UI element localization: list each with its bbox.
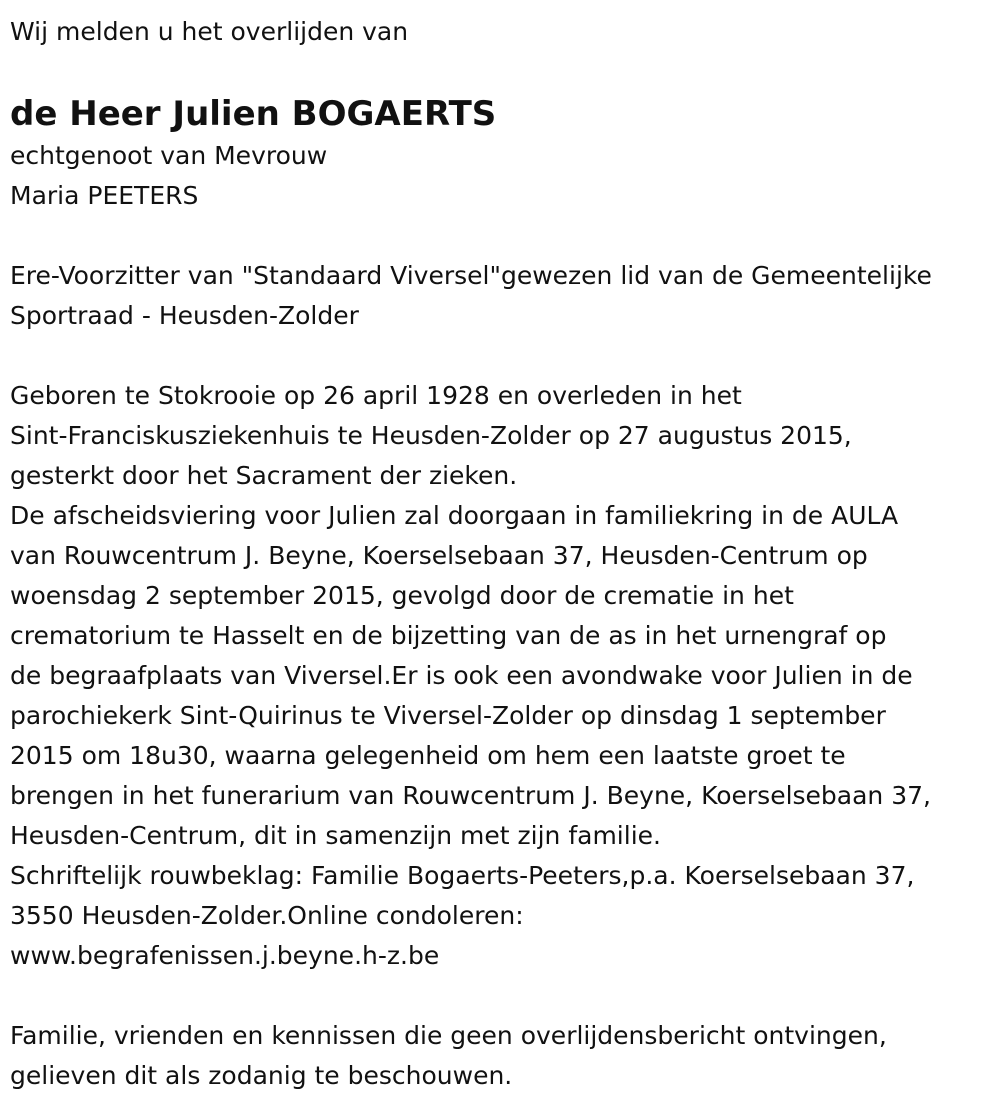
condolence-url: www.begrafenissen.j.beyne.h-z.be — [10, 941, 440, 970]
details-line: 3550 Heusden-Zolder.Online condoleren: — [10, 901, 524, 930]
details-line: van Rouwcentrum J. Beyne, Koerselsebaan 37, Heusden-Centrum op — [10, 541, 868, 570]
closing-line: gelieven dit als zodanig te beschouwen. — [10, 1061, 513, 1090]
intro-text: Wij melden u het overlijden van — [10, 17, 409, 46]
details-line: Heusden-Centrum, dit in samenzijn met zijn familie. — [10, 821, 661, 850]
details-line: gesterkt door het Sacrament der zieken. — [10, 461, 518, 490]
role-block — [10, 256, 990, 336]
closing-line: Familie, vrienden en kennissen die geen overlijdensbericht ontvingen, — [10, 1021, 887, 1050]
details-line: Sint-Franciskusziekenhuis te Heusden-Zolder op 27 augustus 2015, — [10, 421, 852, 450]
details-line: crematorium te Hasselt en de bijzetting van de as in het urnengraf op — [10, 621, 887, 650]
spouse-line: echtgenoot van Mevrouw — [10, 141, 328, 170]
paragraph-gap — [10, 976, 990, 1016]
role-line: Sportraad - Heusden-Zolder — [10, 301, 359, 330]
details-line: De afscheidsviering voor Julien zal doorgaan in familiekring in de AULA — [10, 501, 899, 530]
paragraph-gap — [10, 216, 990, 256]
spouse-line: Maria PEETERS — [10, 181, 199, 210]
details-block — [10, 376, 990, 976]
details-line: brengen in het funerarium van Rouwcentrum J. Beyne, Koerselsebaan 37, — [10, 781, 931, 810]
details-line: 2015 om 18u30, waarna gelegenheid om hem een laatste groet te — [10, 741, 846, 770]
details-line: woensdag 2 september 2015, gevolgd door de crematie in het — [10, 581, 794, 610]
role-line: Ere-Voorzitter van "Standaard Viversel"gewezen lid van de Gemeentelijke — [10, 261, 932, 290]
closing-block — [10, 1016, 990, 1096]
details-line: parochiekerk Sint-Quirinus te Viversel-Zolder op dinsdag 1 september — [10, 701, 886, 730]
paragraph-gap — [10, 336, 990, 376]
details-line: Geboren te Stokrooie op 26 april 1928 en overleden in het — [10, 381, 742, 410]
spouse-block — [10, 136, 990, 216]
details-line: Schriftelijk rouwbeklag: Familie Bogaerts-Peeters,p.a. Koerselsebaan 37, — [10, 861, 915, 890]
deceased-name: de Heer Julien BOGAERTS — [10, 94, 497, 134]
details-line: de begraafplaats van Viversel.Er is ook een avondwake voor Julien in de — [10, 661, 913, 690]
